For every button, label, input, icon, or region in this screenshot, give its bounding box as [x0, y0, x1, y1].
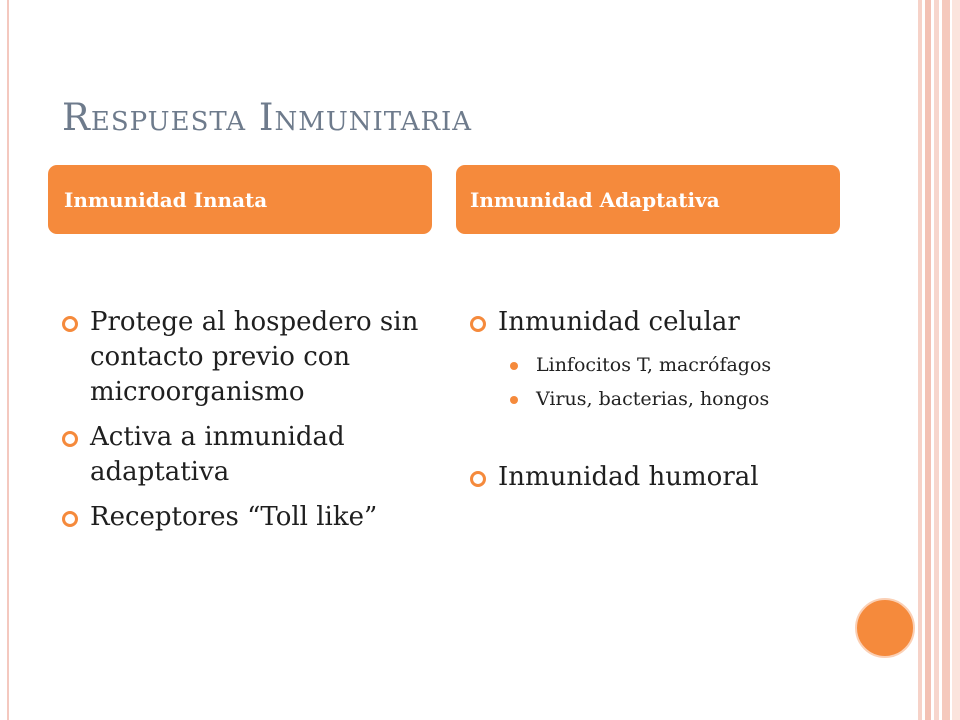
dot-bullet-icon: [510, 362, 518, 370]
list-item: [470, 305, 850, 340]
ring-bullet-icon: [62, 316, 78, 332]
sub-list-item-text: Linfocitos T, macrófagos: [536, 354, 772, 376]
list-item-text: Inmunidad celular: [498, 307, 740, 337]
header-adaptativa: Inmunidad Adaptativa: [456, 165, 840, 234]
ring-bullet-icon: [470, 471, 486, 487]
decorative-circle: [855, 598, 915, 658]
sub-list-item: [470, 350, 850, 380]
list-item: [62, 305, 442, 410]
ring-bullet-icon: [62, 511, 78, 527]
decorative-stripe: [925, 0, 931, 720]
dot-bullet-icon: [510, 396, 518, 404]
sub-list-item: [470, 384, 850, 414]
list-item-text: Inmunidad humoral: [498, 462, 759, 492]
ring-bullet-icon: [62, 431, 78, 447]
sub-list-item-text: Virus, bacterias, hongos: [536, 388, 770, 410]
list-item: [62, 500, 442, 535]
left-border-line: [7, 0, 9, 720]
list-item-text: Activa a inmunidad adaptativa: [90, 422, 345, 487]
ring-bullet-icon: [470, 316, 486, 332]
list-item: [62, 420, 442, 490]
list-item: [470, 460, 850, 495]
decorative-stripe: [934, 0, 939, 720]
slide-title: Respuesta Inmunitaria: [62, 96, 473, 139]
decorative-stripe: [952, 0, 960, 720]
decorative-stripe: [918, 0, 922, 720]
header-innata: Inmunidad Innata: [48, 165, 432, 234]
celular-sub-list: [470, 350, 850, 414]
list-item-text: Receptores “Toll like”: [90, 502, 378, 532]
list-item-text: Protege al hospedero sin contacto previo con microorganismo: [90, 307, 419, 407]
adaptativa-list: [470, 305, 850, 505]
innata-list: [62, 305, 442, 545]
decorative-stripe: [942, 0, 950, 720]
